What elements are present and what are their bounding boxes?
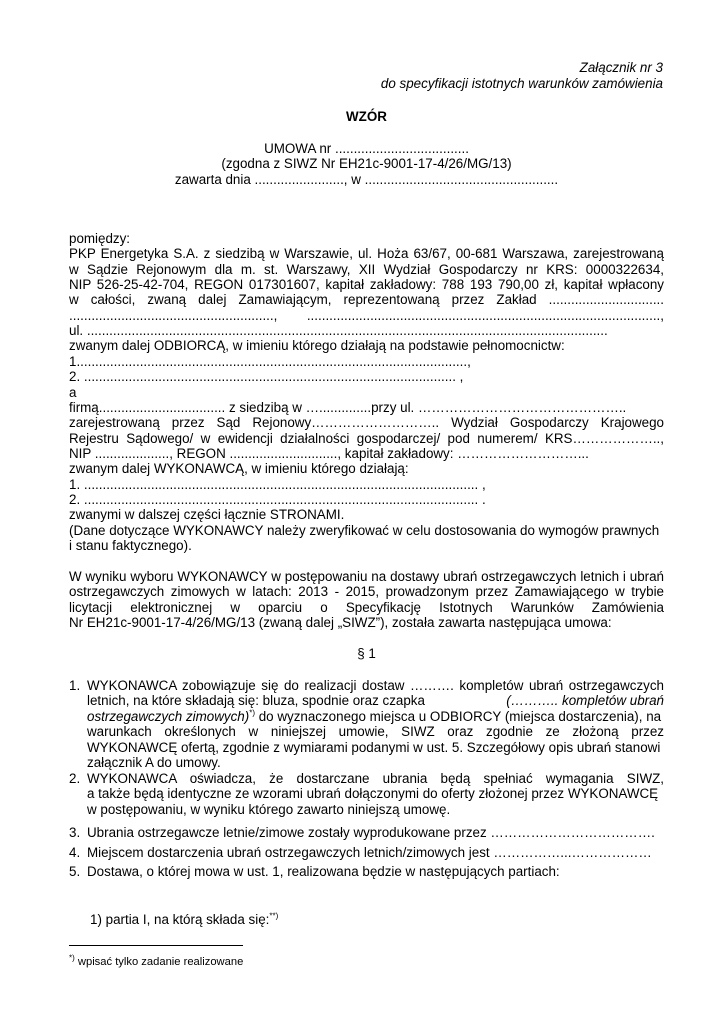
section-heading: § 1 bbox=[357, 646, 376, 661]
contractor-representative: 2. .......................................................................................................... . bbox=[69, 492, 486, 507]
verification-note: (Dane dotyczące WYKONAWCY należy zweryfikować w celu dostosowania do wymogów prawnych bbox=[69, 523, 660, 538]
list-item-number: 4. bbox=[69, 845, 81, 860]
list-item bbox=[69, 825, 664, 840]
list-item-text: załącznik A do umowy. bbox=[87, 755, 221, 771]
list-item-text: Dostawa, o której mowa w ust. 1, realizowana będzie w następujących partiach: bbox=[87, 864, 560, 879]
list-item-text: ostrzegawczych zimowych)*) do wyznaczonego miejsca u ODBIORCY (miejsca dostarczenia), na bbox=[87, 708, 662, 724]
intro-line: W wyniku wyboru WYKONAWCY w postępowaniu na dostawy ubrań ostrzegawczych letnich i ubrań bbox=[69, 569, 664, 584]
list-item-text: a także będą identyczne ze wzorami ubrań dołączonymi do oferty złożonej przez WYKONAWCĘ bbox=[87, 786, 659, 802]
buyer-line: NIP 526-25-42-704, REGON 017301607, kapitał zakładowy: 788 193 790,00 zł, kapitał wpłacony bbox=[69, 277, 664, 292]
intro-line: ostrzegawczych zimowych w latach: 2013 - 2015, prowadzonym przez Zamawiającego w trybie bbox=[69, 584, 664, 599]
buyer-line: w Sądzie Rejonowym dla m. st. Warszawy, XII Wydział Gospodarczy nr KRS: 0000322634, bbox=[69, 262, 664, 277]
list-item-text: Miejscem dostarczenia ubrań ostrzegawczych letnich/zimowych jest ……………...……………… bbox=[87, 845, 652, 860]
buyer-line: ......................................................., ..............................................................................................., bbox=[69, 308, 664, 323]
buyer-representative: 1........................................................................................................., bbox=[69, 354, 471, 369]
attachment-label: Załącznik nr 3 bbox=[579, 60, 663, 75]
buyer-representative: 2. .................................................................................................... , bbox=[69, 369, 464, 384]
attachment-spec: do specyfikacji istotnych warunków zamówienia bbox=[380, 76, 663, 91]
list-item-text: WYKONAWCĘ ofertą, zgodnie z wymiarami podanymi w ust. 5. Szczegółowy opis ubrań stanowi bbox=[87, 739, 661, 755]
list-item-number: 1. bbox=[69, 678, 81, 693]
list-item-text: WYKONAWCA oświadcza, że dostarczane ubrania będą spełniać wymagania SIWZ, bbox=[87, 771, 664, 786]
between-label: pomiędzy: bbox=[69, 231, 131, 246]
and-label: a bbox=[69, 385, 77, 400]
contract-siwz: (zgodna z SIWZ Nr EH21c-9001-17-4/26/MG/13) bbox=[221, 156, 512, 171]
buyer-line: PKP Energetyka S.A. z siedzibą w Warszawie, ul. Hoża 63/67, 00-681 Warszawa, zarejestrowaną bbox=[69, 246, 664, 261]
sub-item-partia: 1) partia I, na którą składa się:**) bbox=[90, 911, 279, 927]
document-title: WZÓR bbox=[346, 109, 387, 124]
contract-concluded: zawarta dnia ........................, w .................................................... bbox=[174, 172, 559, 187]
buyer-line: ul. ............................................................................................................................................ bbox=[69, 323, 608, 338]
firm-line: firmą.................................. z siedzibą w …..............przy ul. ……………………………………….. bbox=[69, 400, 627, 415]
footnote-divider bbox=[69, 945, 243, 946]
buyer-line: w całości, zwaną dalej Zamawiającym, reprezentowaną przez Zakład ............................... bbox=[69, 292, 664, 307]
list-item bbox=[69, 771, 664, 817]
list-item-number: 5. bbox=[69, 864, 81, 879]
firm-line: NIP ...................., REGON ............................., kapitał zakładowy: ………………………... bbox=[69, 446, 589, 461]
list-item-text: letnich, na które składają się: bluza, spodnie oraz czapka (……….. kompletów ubrań bbox=[87, 693, 664, 709]
list-item-text: Ubrania ostrzegawcze letnie/zimowe zostały wyprodukowane przez ………………………………. bbox=[87, 825, 655, 840]
list-item bbox=[69, 864, 664, 879]
list-item-text: warunkach określonych w niniejszej umowie, SIWZ oraz zgodnie ze złożoną przez bbox=[87, 724, 664, 740]
buyer-called: zwanym dalej ODBIORCĄ, w imieniu którego działają na podstawie pełnomocnictw: bbox=[69, 338, 565, 353]
parties-together: zwanymi w dalszej części łącznie STRONAMI. bbox=[69, 507, 345, 522]
list-item-text: WYKONAWCA zobowiązuje się do realizacji dostaw ………. kompletów ubrań ostrzegawczych bbox=[87, 678, 664, 693]
verification-note: i stanu faktycznego). bbox=[69, 538, 192, 553]
list-item-text: w postępowaniu, w wyniku którego zawarto niniejszą umowę. bbox=[87, 801, 451, 817]
firm-line: zarejestrowaną przez Sąd Rejonowy……………………….. Wydział Gospodarczy Krajowego bbox=[69, 415, 664, 430]
intro-line: Nr EH21c-9001-17-4/26/MG/13 (zwaną dalej „SIWZ”), została zawarta następująca umowa: bbox=[69, 615, 612, 630]
contractor-called: zwanym dalej WYKONAWCĄ, w imieniu którego działają: bbox=[69, 461, 409, 476]
list-item bbox=[69, 678, 664, 770]
list-item-number: 3. bbox=[69, 825, 81, 840]
intro-line: licytacji elektronicznej w oparciu o Specyfikację Istotnych Warunków Zamówienia bbox=[69, 600, 664, 615]
footnote: *) wpisać tylko zadanie realizowane bbox=[69, 953, 244, 968]
list-item-number: 2. bbox=[69, 771, 81, 786]
contract-number: UMOWA nr .................................... bbox=[264, 141, 469, 156]
list-item bbox=[69, 845, 664, 860]
contractor-representative: 1. .......................................................................................................... , bbox=[69, 477, 486, 492]
firm-line: Rejestru Sądowego/ w ewidencji działalności gospodarczej/ pod numerem/ KRS……………….., bbox=[69, 431, 664, 446]
